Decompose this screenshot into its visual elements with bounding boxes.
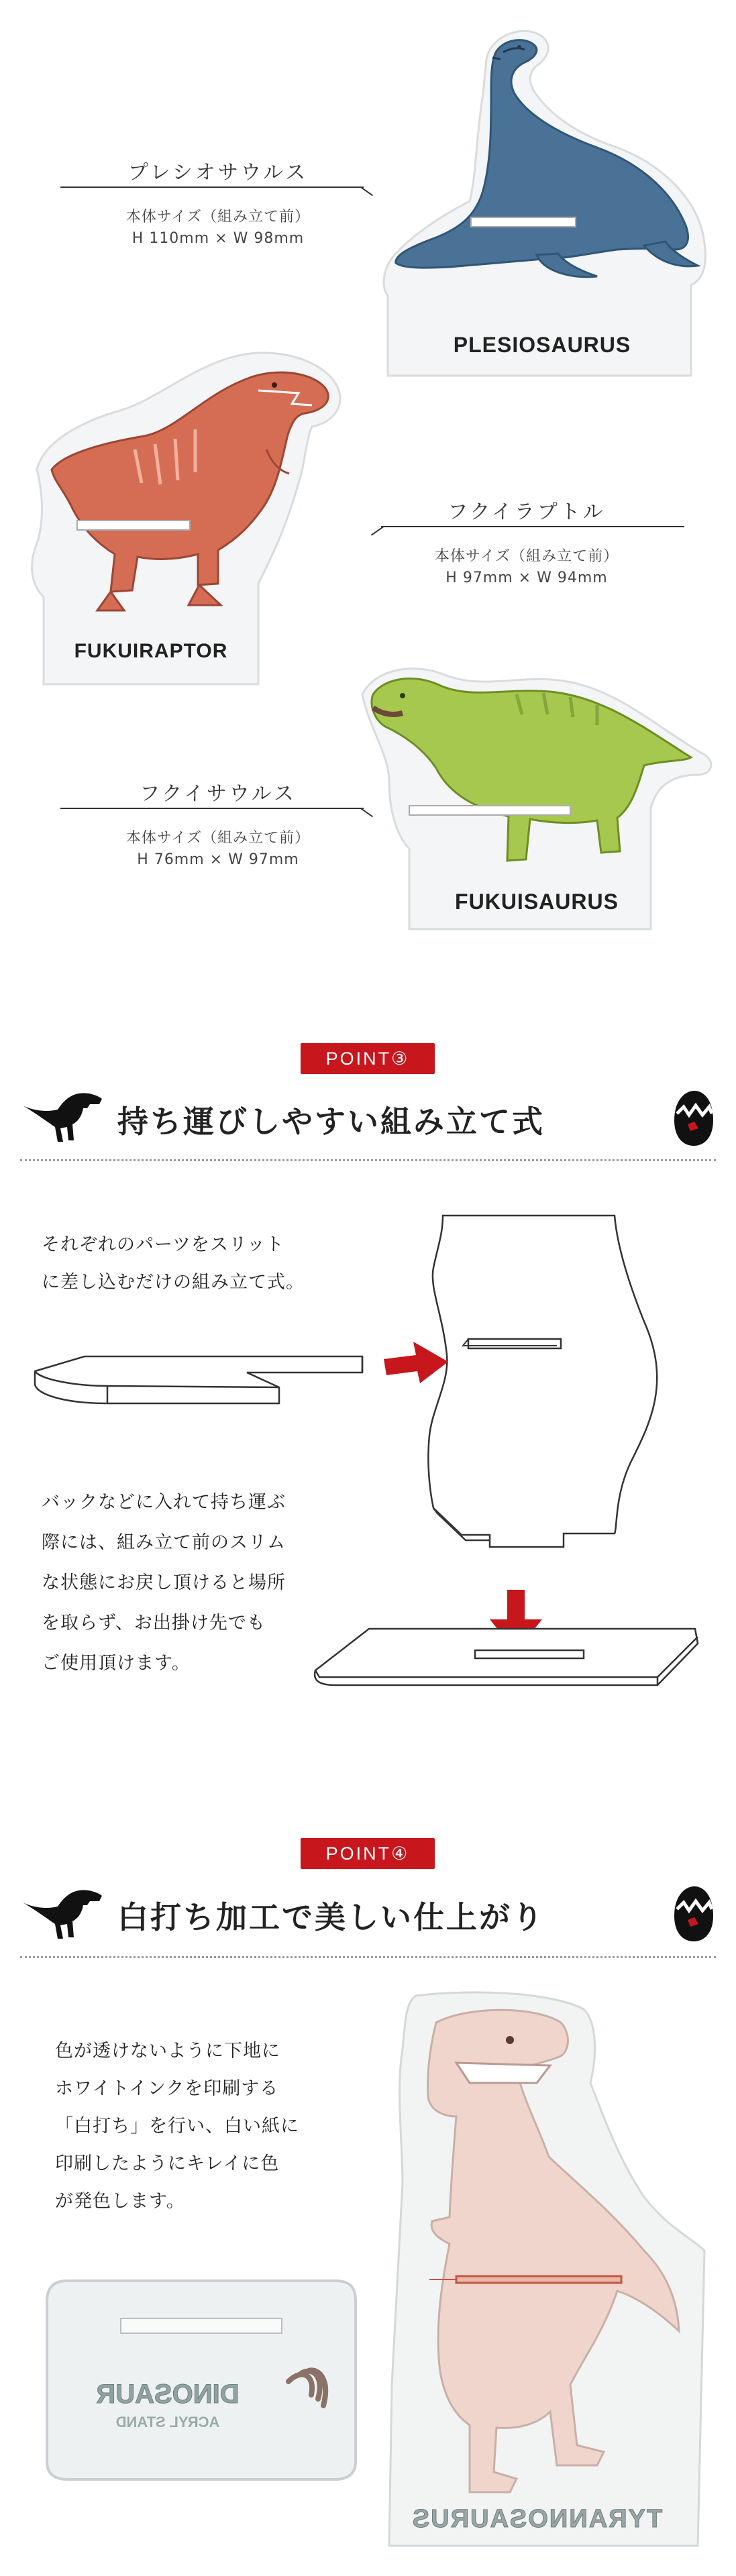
plesiosaurus-spec xyxy=(60,156,376,250)
text-line: が発色します。 xyxy=(55,2191,185,2212)
point3-title: 持ち運びしやすい組み立て式 xyxy=(117,1104,545,1140)
trex-silhouette-icon xyxy=(20,1081,107,1148)
text-line: 印刷したようにキレイに色 xyxy=(55,2153,280,2174)
product-name: フクイサウルス xyxy=(140,782,297,806)
product-size-label: 本体サイズ（組み立て前） xyxy=(125,830,311,847)
text-line: 色が透けないように下地に xyxy=(55,2041,280,2061)
point4-title: 白打ち加工で美しい仕上がり xyxy=(117,1899,545,1935)
base-logo-text: DINOSAUR xyxy=(96,2379,240,2409)
divider xyxy=(60,808,364,809)
divider-tick xyxy=(371,526,384,535)
text-line: ご使用頂けます。 xyxy=(42,1653,191,1674)
text-line: 「白打ち」を行い、白い紙に xyxy=(55,2116,299,2137)
plesiosaurus-stand-image xyxy=(376,13,718,386)
base-sub-text: ACRYL STAND xyxy=(115,2414,220,2430)
plesiosaurus-stand-title: PLESIOSAURUS xyxy=(453,333,631,357)
product-size: H 110mm × W 98mm xyxy=(132,230,305,247)
text-line: な状態にお戻し頂けると場所 xyxy=(42,1572,286,1593)
cracked-egg-icon xyxy=(668,1087,720,1148)
product-name: プレシオサウルス xyxy=(127,161,309,184)
point3-badge: POINT③ xyxy=(301,1043,435,1074)
fukuiraptor-stand-image xyxy=(17,329,366,691)
point4-text xyxy=(55,2033,299,2220)
divider xyxy=(381,526,684,527)
cracked-egg-icon xyxy=(668,1882,720,1944)
tyrannosaurus-stand-image xyxy=(376,1982,725,2566)
divider-tick xyxy=(360,808,373,817)
acrylic-base-image xyxy=(40,2267,362,2489)
fukuiraptor-spec xyxy=(369,495,684,589)
trex-stand-title: TYRANNOSAURUS xyxy=(411,2505,663,2533)
product-name: フクイラプトル xyxy=(448,500,606,524)
fukuisaurus-stand-title: FUKUISAURUS xyxy=(455,890,619,914)
text-line: を取らず、お出掛け先でも xyxy=(42,1613,266,1633)
point4-dotted-rule xyxy=(20,1956,716,1958)
product-size-label: 本体サイズ（組み立て前） xyxy=(125,209,311,225)
fukuisaurus-stand-image xyxy=(349,647,725,943)
product-size: H 76mm × W 97mm xyxy=(137,851,299,868)
text-line: に差し込むだけの組み立て式。 xyxy=(42,1272,305,1293)
text-line: ホワイトインクを印刷する xyxy=(55,2078,279,2099)
point3-dotted-rule xyxy=(20,1159,716,1161)
fukuiraptor-stand-title: FUKUIRAPTOR xyxy=(74,640,228,662)
trex-silhouette-icon xyxy=(20,1878,107,1945)
divider xyxy=(60,186,364,188)
assembly-diagram xyxy=(27,1208,725,1717)
product-size: H 97mm × W 94mm xyxy=(445,570,608,586)
text-line: 際には、組み立て前のスリム xyxy=(42,1532,286,1553)
fukuisaurus-spec xyxy=(60,777,376,871)
text-line: バックなどに入れて持ち運ぶ xyxy=(42,1492,286,1513)
product-size-label: 本体サイズ（組み立て前） xyxy=(434,548,619,565)
text-line: それぞれのパーツをスリット xyxy=(42,1234,284,1255)
point4-badge: POINT④ xyxy=(301,1838,435,1869)
divider-tick xyxy=(360,186,373,196)
